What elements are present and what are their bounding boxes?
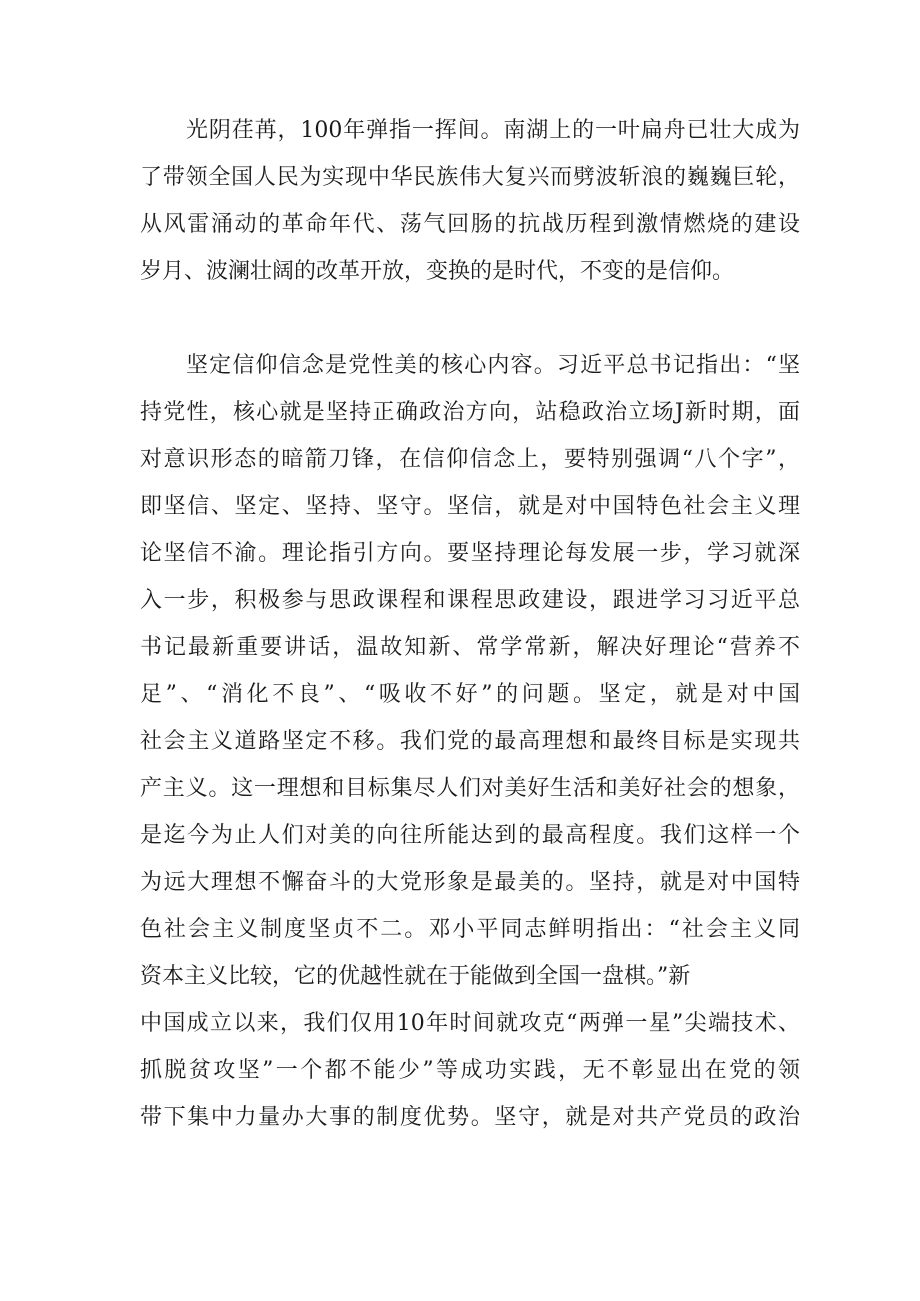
paragraph-line: 论坚信不渝。理论指引方向。要坚持理论每发展一步，学习就深 [140,541,800,566]
paragraph-line: 中国成立以来，我们仅用10年时间就攻克“两弹一星”尖端技术、 [140,1011,800,1036]
paragraph-line: 入一步，积极参与思政课程和课程思政建设，跟进学习习近平总 [140,588,800,613]
paragraph-line: 岁月、波澜壮阔的改革开放，变换的是时代，不变的是信仰。 [140,259,735,284]
paragraph-line: 带下集中力量办大事的制度优势。坚守，就是对共产党员的政治 [140,1105,800,1130]
paragraph-line: 书记最新重要讲话，温故知新、常学常新，解决好理论“营养不 [140,635,800,660]
paragraph-line: 为远大理想不懈奋斗的大党形象是最美的。坚持，就是对中国特 [140,870,800,895]
paragraph-line: 持党性，核心就是坚持正确政治方向，站稳政治立场J新时期，面 [140,400,800,425]
paragraph-line: 产主义。这一理想和目标集尽人们对美好生活和美好社会的想象， [140,776,800,801]
paragraph-line: 资本主义比较，它的优越性就在于能做到全国一盘棋。”新 [140,964,691,989]
paragraph-line: 光阴荏苒，100年弹指一挥间。南湖上的一叶扁舟已壮大成为 [186,118,800,143]
paragraph-line: 了带领全国人民为实现中华民族伟大复兴而劈波斩浪的巍巍巨轮， [140,165,800,190]
paragraph-line: 色社会主义制度坚贞不二。邓小平同志鲜明指出：“社会主义同 [140,917,800,942]
paragraph-line: 是迄今为止人们对美的向往所能达到的最高程度。我们这样一个 [140,823,800,848]
paragraph-line: 抓脱贫攻坚”一个都不能少”等成功实践，无不彰显出在党的领 [140,1058,800,1083]
paragraph-line: 坚定信仰信念是党性美的核心内容。习近平总书记指出：“坚 [186,353,800,378]
paragraph-line: 即坚信、坚定、坚持、坚守。坚信，就是对中国特色社会主义理 [140,494,800,519]
paragraph-line: 对意识形态的暗箭刀锋，在信仰信念上，要特别强调“八个字”， [140,447,800,472]
paragraph-line: 社会主义道路坚定不移。我们党的最高理想和最终目标是实现共 [140,729,800,754]
paragraph-line: 足”、“消化不良”、“吸收不好”的问题。坚定，就是对中国 [140,682,800,707]
paragraph-line: 从风雷涌动的革命年代、荡气回肠的抗战历程到激情燃烧的建设 [140,212,800,237]
